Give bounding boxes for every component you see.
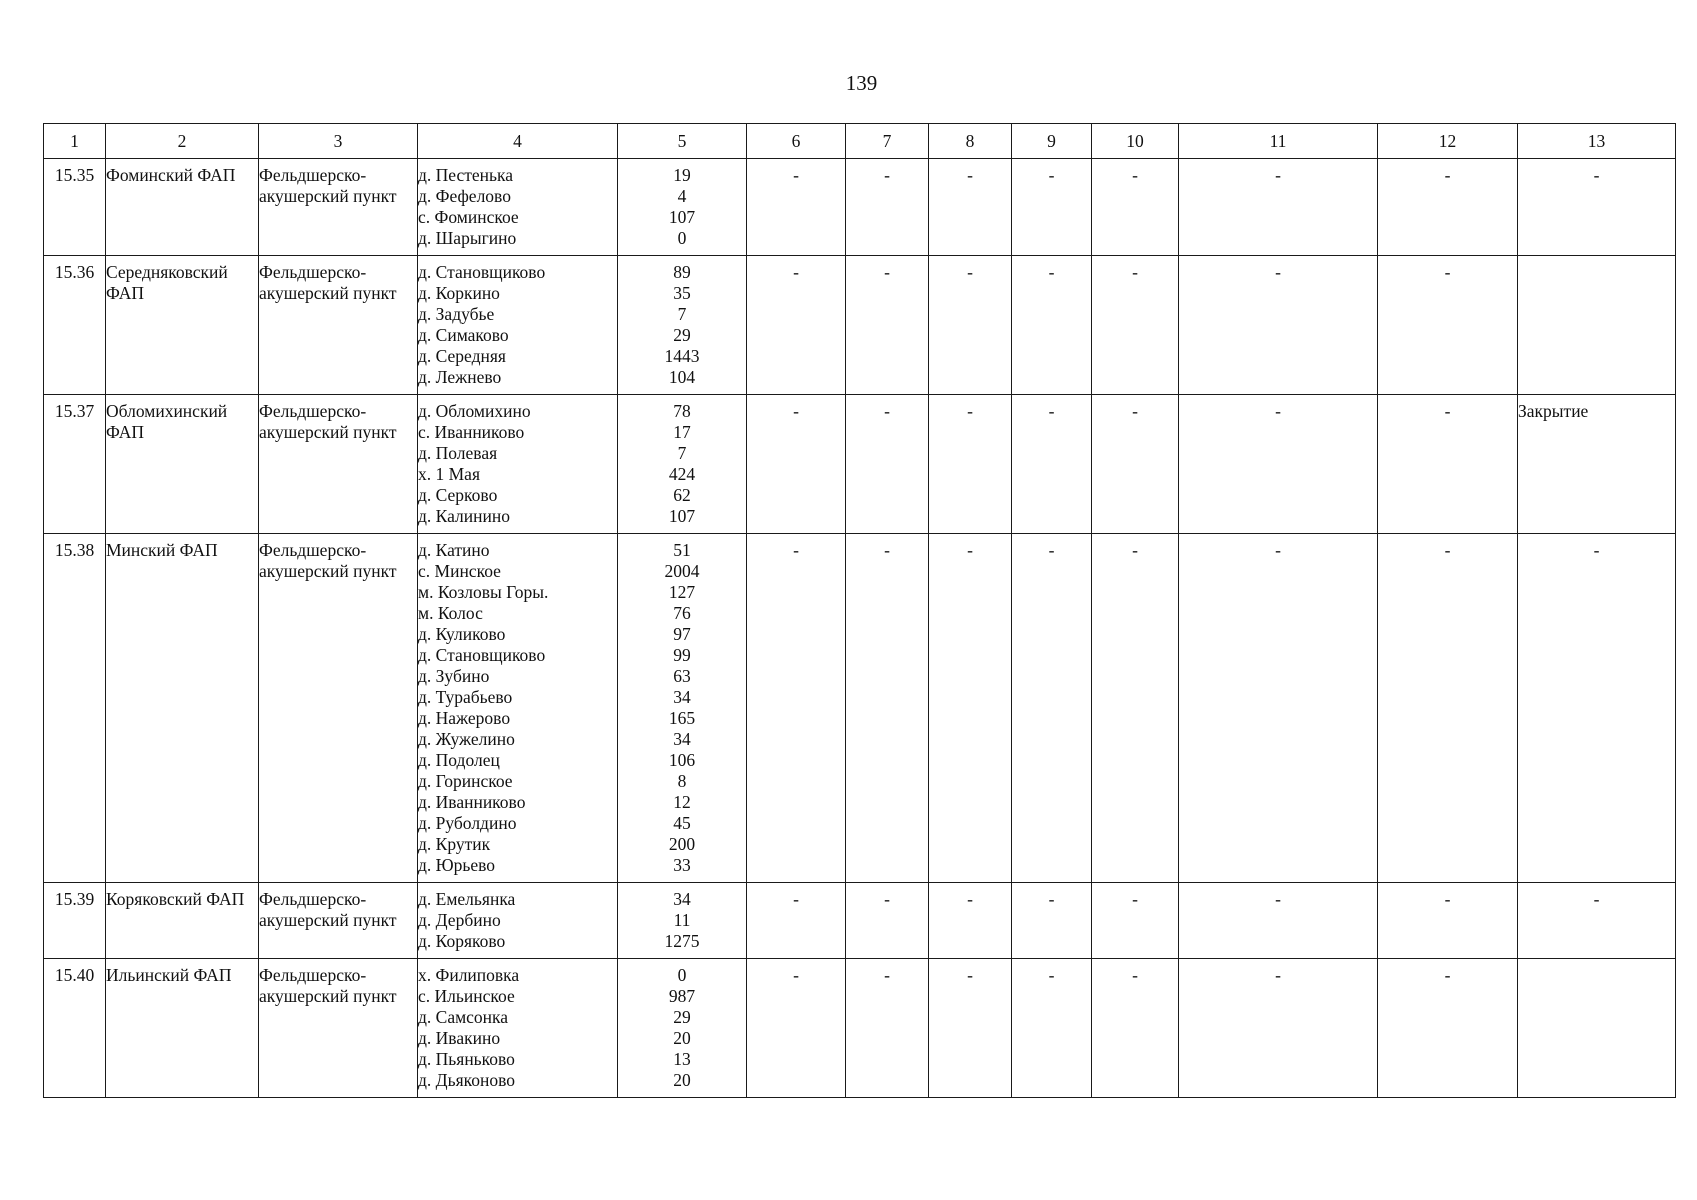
cell-c13-note: - <box>1518 534 1676 883</box>
cell-c8: - <box>929 534 1012 883</box>
settlement-name: д. Полевая <box>418 443 498 463</box>
population-value: 0 <box>677 228 687 248</box>
settlement-name: м. Козловы Горы. <box>418 582 549 602</box>
population-value: 1275 <box>664 931 700 951</box>
population-value: 45 <box>673 813 691 833</box>
settlement-name: д. Емельянка <box>418 889 516 909</box>
settlement-name: с. Минское <box>418 561 501 581</box>
cell-c13-note: - <box>1518 883 1676 959</box>
cell-c9: - <box>1012 256 1092 395</box>
column-header-3: 3 <box>259 124 418 159</box>
population-value: 107 <box>668 207 696 227</box>
column-header-11: 11 <box>1179 124 1378 159</box>
settlement-name: д. Серково <box>418 485 498 505</box>
population-value: 2004 <box>664 561 700 581</box>
table-row <box>44 256 1676 395</box>
population-value: 200 <box>668 834 696 854</box>
cell-c6: - <box>747 534 846 883</box>
facility-type <box>259 959 418 1098</box>
cell-c9: - <box>1012 395 1092 534</box>
population-value: 20 <box>673 1028 691 1048</box>
settlement-name: д. Шарыгино <box>418 228 517 248</box>
cell-c8: - <box>929 883 1012 959</box>
table-body <box>44 159 1676 1098</box>
population-list <box>618 256 747 395</box>
population-value: 19 <box>673 165 691 185</box>
settlement-name: д. Турабьево <box>418 687 513 707</box>
cell-c13-note <box>1518 256 1676 395</box>
population-value: 34 <box>673 889 691 909</box>
settlement-name: х. Филиповка <box>418 965 520 985</box>
column-header-10: 10 <box>1092 124 1179 159</box>
facility-type-line: Фельдшерско- <box>259 965 367 985</box>
row-number: 15.40 <box>44 959 106 1098</box>
facility-type-line: акушерский пункт <box>259 910 397 930</box>
population-value: 34 <box>673 729 691 749</box>
settlements-list <box>418 534 618 883</box>
cell-c7: - <box>846 159 929 256</box>
settlement-name: д. Середняя <box>418 346 506 366</box>
facility-name-text: Коряковский ФАП <box>106 889 245 909</box>
table-row <box>44 159 1676 256</box>
settlement-name: д. Самсонка <box>418 1007 509 1027</box>
cell-c11: - <box>1179 395 1378 534</box>
facility-type-line: Фельдшерско- <box>259 262 367 282</box>
cell-c12: - <box>1378 959 1518 1098</box>
table-row <box>44 883 1676 959</box>
facility-type <box>259 534 418 883</box>
population-value: 165 <box>668 708 696 728</box>
settlements-list <box>418 256 618 395</box>
population-value: 1443 <box>664 346 700 366</box>
population-value: 78 <box>673 401 691 421</box>
column-header-2: 2 <box>106 124 259 159</box>
cell-c12: - <box>1378 395 1518 534</box>
population-list <box>618 159 747 256</box>
population-value: 20 <box>673 1070 691 1090</box>
facility-name-text: Середняковский ФАП <box>106 262 228 303</box>
facility-name-text: Ильинский ФАП <box>106 965 232 985</box>
row-number: 15.36 <box>44 256 106 395</box>
cell-c6: - <box>747 256 846 395</box>
settlement-name: д. Становщиково <box>418 645 546 665</box>
row-number: 15.37 <box>44 395 106 534</box>
cell-c10: - <box>1092 256 1179 395</box>
population-value: 76 <box>673 603 691 623</box>
population-value: 51 <box>673 540 691 560</box>
column-header-4: 4 <box>418 124 618 159</box>
cell-c12: - <box>1378 159 1518 256</box>
cell-c8: - <box>929 159 1012 256</box>
column-number-header-row <box>44 124 1676 159</box>
cell-c13-note <box>1518 959 1676 1098</box>
cell-c10: - <box>1092 159 1179 256</box>
settlement-name: д. Лежнево <box>418 367 502 387</box>
settlements-list <box>418 959 618 1098</box>
settlement-name: д. Крутик <box>418 834 491 854</box>
cell-c6: - <box>747 883 846 959</box>
column-header-1: 1 <box>44 124 106 159</box>
settlement-name: д. Руболдино <box>418 813 517 833</box>
facility-name <box>106 395 259 534</box>
population-list <box>618 959 747 1098</box>
settlements-list <box>418 395 618 534</box>
row-number: 15.38 <box>44 534 106 883</box>
settlement-name: д. Куликово <box>418 624 506 644</box>
settlement-name: д. Становщиково <box>418 262 546 282</box>
settlement-name: с. Фоминское <box>418 207 519 227</box>
population-value: 97 <box>673 624 691 644</box>
cell-c8: - <box>929 395 1012 534</box>
population-value: 33 <box>673 855 691 875</box>
settlement-name: д. Дербино <box>418 910 501 930</box>
population-value: 63 <box>673 666 691 686</box>
population-value: 29 <box>673 1007 691 1027</box>
table-row <box>44 534 1676 883</box>
cell-c13-note: - <box>1518 159 1676 256</box>
column-header-12: 12 <box>1378 124 1518 159</box>
settlement-name: д. Коркино <box>418 283 500 303</box>
column-header-6: 6 <box>747 124 846 159</box>
cell-c9: - <box>1012 159 1092 256</box>
settlements-list <box>418 159 618 256</box>
facility-type <box>259 883 418 959</box>
population-value: 7 <box>677 443 687 463</box>
population-value: 35 <box>673 283 691 303</box>
settlement-name: д. Зубино <box>418 666 490 686</box>
population-value: 107 <box>668 506 696 526</box>
settlement-name: д. Обломихино <box>418 401 531 421</box>
facility-type-line: Фельдшерско- <box>259 165 367 185</box>
cell-c11: - <box>1179 959 1378 1098</box>
population-value: 0 <box>677 965 687 985</box>
population-value: 987 <box>668 986 696 1006</box>
facility-registry-table <box>43 123 1676 1098</box>
cell-c11: - <box>1179 534 1378 883</box>
facility-name <box>106 534 259 883</box>
facility-name-text: Минский ФАП <box>106 540 218 560</box>
cell-c7: - <box>846 256 929 395</box>
population-value: 89 <box>673 262 691 282</box>
cell-c10: - <box>1092 883 1179 959</box>
population-value: 29 <box>673 325 691 345</box>
settlement-name: д. Нажерово <box>418 708 511 728</box>
population-value: 104 <box>668 367 696 387</box>
settlement-name: д. Задубье <box>418 304 495 324</box>
settlement-name: с. Иванниково <box>418 422 525 442</box>
settlements-list <box>418 883 618 959</box>
cell-c9: - <box>1012 534 1092 883</box>
cell-c11: - <box>1179 256 1378 395</box>
column-header-7: 7 <box>846 124 929 159</box>
population-value: 4 <box>677 186 687 206</box>
settlement-name: д. Пестенька <box>418 165 514 185</box>
cell-c12: - <box>1378 883 1518 959</box>
settlement-name: д. Горинское <box>418 771 513 791</box>
facility-type-line: акушерский пункт <box>259 186 397 206</box>
cell-c11: - <box>1179 159 1378 256</box>
cell-c10: - <box>1092 959 1179 1098</box>
cell-c7: - <box>846 883 929 959</box>
cell-c12: - <box>1378 256 1518 395</box>
facility-type-line: акушерский пункт <box>259 986 397 1006</box>
population-list <box>618 534 747 883</box>
cell-c10: - <box>1092 534 1179 883</box>
row-number: 15.35 <box>44 159 106 256</box>
cell-c13-note: Закрытие <box>1518 395 1676 534</box>
table-row <box>44 395 1676 534</box>
settlement-name: д. Пьяньково <box>418 1049 515 1069</box>
settlement-name: д. Ивакино <box>418 1028 501 1048</box>
table-row <box>44 959 1676 1098</box>
column-header-5: 5 <box>618 124 747 159</box>
cell-c6: - <box>747 395 846 534</box>
facility-type-line: акушерский пункт <box>259 561 397 581</box>
facility-type <box>259 159 418 256</box>
population-list <box>618 395 747 534</box>
population-value: 17 <box>673 422 691 442</box>
settlement-name: д. Дьяконово <box>418 1070 515 1090</box>
settlement-name: с. Ильинское <box>418 986 515 1006</box>
settlement-name: д. Катино <box>418 540 490 560</box>
cell-c7: - <box>846 534 929 883</box>
page-number: 139 <box>845 71 878 95</box>
facility-type-line: Фельдшерско- <box>259 540 367 560</box>
facility-type <box>259 256 418 395</box>
cell-c7: - <box>846 959 929 1098</box>
row-number: 15.39 <box>44 883 106 959</box>
cell-c8: - <box>929 959 1012 1098</box>
facility-name <box>106 883 259 959</box>
facility-name-text: Фоминский ФАП <box>106 165 236 185</box>
population-value: 12 <box>673 792 691 812</box>
population-value: 13 <box>673 1049 691 1069</box>
facility-name <box>106 959 259 1098</box>
settlement-name: д. Юрьево <box>418 855 496 875</box>
cell-c9: - <box>1012 883 1092 959</box>
cell-c12: - <box>1378 534 1518 883</box>
population-value: 62 <box>673 485 691 505</box>
settlement-name: д. Коряково <box>418 931 506 951</box>
population-value: 424 <box>668 464 696 484</box>
facility-name <box>106 256 259 395</box>
facility-type-line: акушерский пункт <box>259 283 397 303</box>
facility-name <box>106 159 259 256</box>
facility-type <box>259 395 418 534</box>
cell-c6: - <box>747 159 846 256</box>
population-list <box>618 883 747 959</box>
population-value: 8 <box>677 771 687 791</box>
settlement-name: м. Колос <box>418 603 483 623</box>
settlement-name: д. Иванниково <box>418 792 526 812</box>
cell-c7: - <box>846 395 929 534</box>
population-value: 7 <box>677 304 687 324</box>
settlement-name: д. Подолец <box>418 750 500 770</box>
cell-c10: - <box>1092 395 1179 534</box>
facility-type-line: акушерский пункт <box>259 422 397 442</box>
column-header-8: 8 <box>929 124 1012 159</box>
population-value: 34 <box>673 687 691 707</box>
population-value: 99 <box>673 645 691 665</box>
population-value: 106 <box>668 750 696 770</box>
cell-c8: - <box>929 256 1012 395</box>
column-header-13: 13 <box>1518 124 1676 159</box>
cell-c11: - <box>1179 883 1378 959</box>
settlement-name: д. Жужелино <box>418 729 515 749</box>
settlement-name: д. Симаково <box>418 325 509 345</box>
column-header-9: 9 <box>1012 124 1092 159</box>
cell-c6: - <box>747 959 846 1098</box>
facility-name-text: Обломихинский ФАП <box>106 401 228 442</box>
settlement-name: х. 1 Мая <box>418 464 481 484</box>
cell-c9: - <box>1012 959 1092 1098</box>
population-value: 127 <box>668 582 696 602</box>
facility-type-line: Фельдшерско- <box>259 889 367 909</box>
population-value: 11 <box>673 910 691 930</box>
facility-type-line: Фельдшерско- <box>259 401 367 421</box>
settlement-name: д. Фефелово <box>418 186 511 206</box>
settlement-name: д. Калинино <box>418 506 510 526</box>
